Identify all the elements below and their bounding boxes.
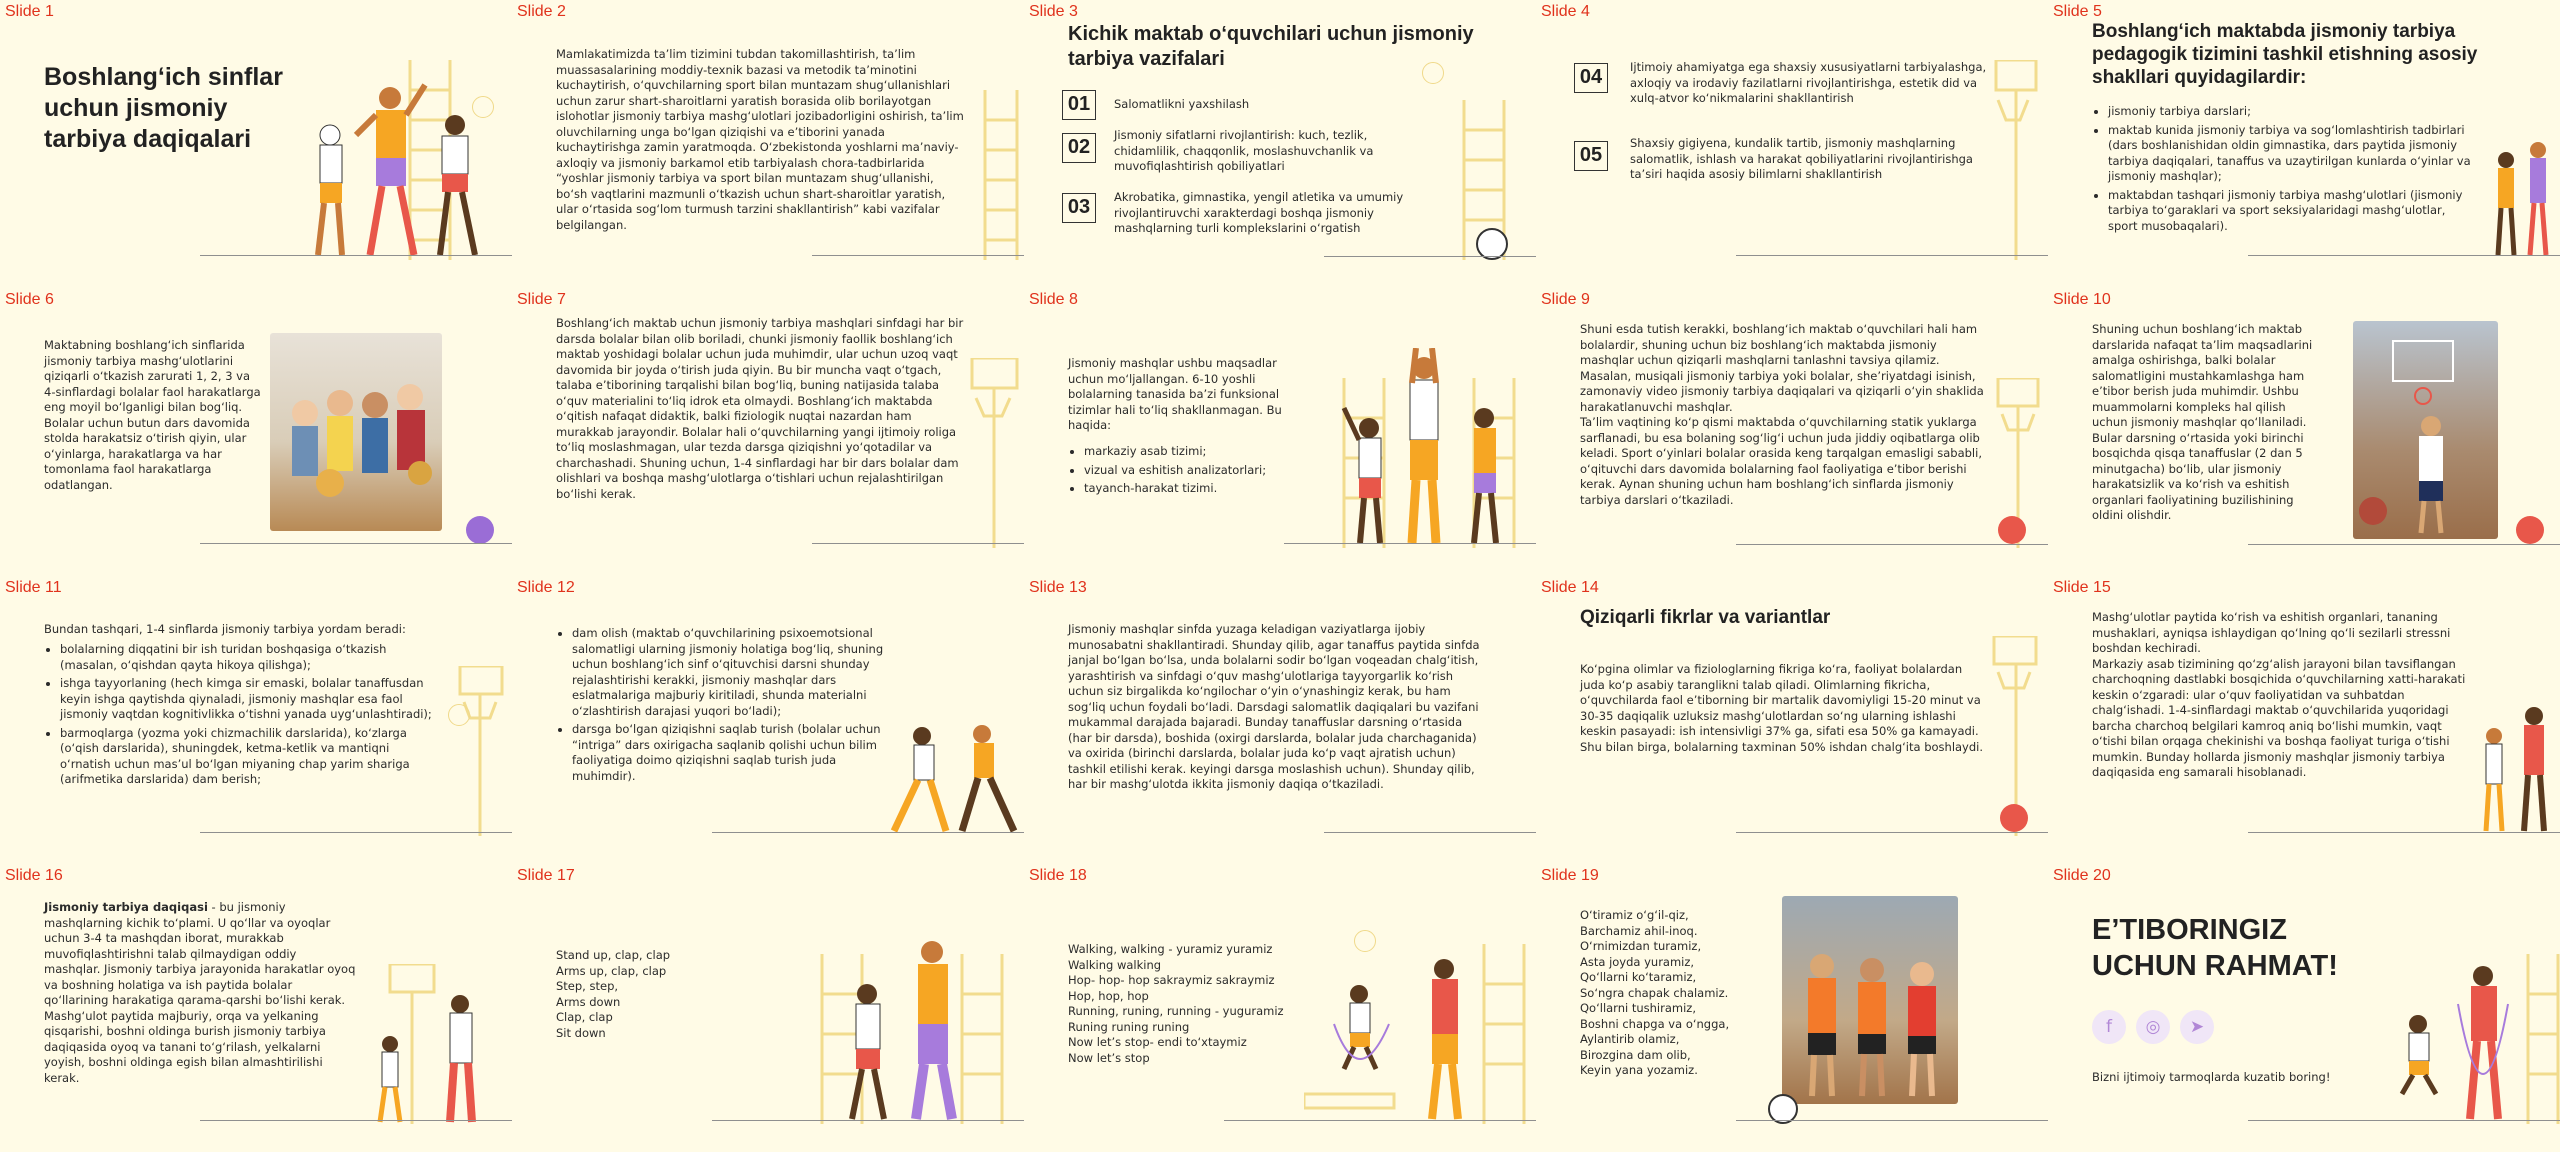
bullet-item: • markaziy asab tizimi; xyxy=(1084,444,1288,460)
item-text: Shaxsiy gigiyena, kundalik tartib, jismoniy mashqlarning salomatlik, ishlash va harakat qobiliyatlarini rivojlantirishga ta’siri haqida asosiy bilimlarni shakllantirish xyxy=(1630,136,1973,181)
lyric-line: Hop- hop- hop sakraymiz sakraymiz xyxy=(1068,973,1275,987)
ladder-icon xyxy=(977,90,1024,260)
slide-number: Slide 14 xyxy=(1541,579,1599,596)
slide-number: Slide 3 xyxy=(1029,3,1078,20)
basketball-hoop-icon xyxy=(1976,60,2046,260)
term-lead: Jismoniy tarbiya daqiqasi xyxy=(44,900,208,914)
slide-12[interactable] xyxy=(512,576,1024,864)
kids-jumping-illustration xyxy=(1304,944,1536,1124)
facebook-icon[interactable]: f xyxy=(2092,1010,2126,1044)
slide-intro: Bundan tashqari, 1-4 sinflarda jismoniy tarbiya yordam beradi: xyxy=(44,622,406,636)
bullet-item: • jismoniy tarbiya darslari; xyxy=(2108,104,2472,120)
lyric-line: Hop, hop, hop xyxy=(1068,988,1149,1003)
slide-body: Maktabning boshlang‘ich sinflarida jismoniy tarbiya mashg‘ulotlarini qiziqarli o‘tkazish zarurati 1, 2, 3 va 4-sinflardagi bolalar faol harakatlarga eng moyil bo‘lganligi bilan bog‘liq. Bolalar uchun butun dars davomida stolda harakatsiz o‘tirish qiyin, ular o‘yinlarga, harakatlarga va har tomonlama faol harakatlarga odatlangan. xyxy=(44,338,261,492)
item-number: 01 xyxy=(1062,90,1096,120)
floor-line xyxy=(1284,543,1536,544)
bullet-list xyxy=(44,642,434,791)
kids-illustration xyxy=(290,80,510,260)
item-text: Ijtimoiy ahamiyatga ega shaxsiy xususiyatlarni tarbiyalashga, axloqiy va irodaviy fazilatlarni rivojlantirishga, estetik did va xulq-atvor ko‘nikmalarini shakllantirish xyxy=(1630,60,1987,105)
floor-line xyxy=(712,832,1024,833)
slide-13[interactable] xyxy=(1024,576,1536,864)
slide-number: Slide 15 xyxy=(2053,579,2111,596)
floor-line xyxy=(812,543,1024,544)
floor-line xyxy=(1324,832,1536,833)
telegram-icon[interactable]: ➤ xyxy=(2180,1010,2214,1044)
slide-number: Slide 2 xyxy=(517,3,566,20)
gym-photo xyxy=(2353,321,2498,539)
slide-9[interactable] xyxy=(1536,288,2048,576)
clock-icon xyxy=(448,704,470,726)
poem-line: Boshni chapga va o‘ngga, xyxy=(1580,1016,1730,1031)
slide-body: Mamlakatimizda ta’lim tizimini tubdan takomillashtirish, ta’lim muassasalarining moddiy-texnik bazasi va metodik ta’minotini kuchaytirish, o‘quvchilarning sport bilan muntazam shug‘ullanishlari uchun zarur shart-sharoitlarni yaratish borasida olib borilayotgan islohotlar jismoniy tarbiya mashg‘ulotlari jozibadorligini oshirish, ta’lim oluvchilarning unga bo‘lgan qiziqishi va e’tiborini yanada kuchaytirishga zamin yaratmoqda. O‘zbekistonda yoshlarni ma’naviy-axloqiy va jismoniy barkamol etib tarbiyalash chora-tadbirlarida “yoshlar jismoniy tarbiya va sport bilan muntazam shug‘ullanishi, bo‘sh vaqtlarini mazmunli o‘tkazish uchun shart-sharoitlar yaratish, ular o‘rtasida sog‘lom turmush tarzini shakllantirish” kabi vazifalar belgilangan. xyxy=(556,47,964,232)
floor-line xyxy=(200,1120,512,1121)
slide-17[interactable] xyxy=(512,864,1024,1152)
item-number: 05 xyxy=(1574,141,1608,171)
slide-title: Qiziqarli fikrlar va variantlar xyxy=(1580,607,1831,628)
lyric-line: Step, step, xyxy=(556,979,619,993)
poem-line: O‘rnimizdan turamiz, xyxy=(1580,939,1702,953)
floor-line xyxy=(1324,256,1536,257)
floor-line xyxy=(1224,1120,1536,1121)
kids-illustration xyxy=(2378,954,2560,1124)
slide-title: Kichik maktab o‘quvchilari uchun jismoniy tarbiya vazifalari xyxy=(1068,23,1474,70)
slide-11[interactable] xyxy=(0,576,512,864)
poem-line: O‘tiramiz o‘g‘il-qiz, xyxy=(1580,908,1689,922)
lyric-line: Running, runing, running - yuguramiz xyxy=(1068,1004,1284,1018)
floor-line xyxy=(2248,1120,2560,1121)
item-text: Salomatlikni yaxshilash xyxy=(1114,97,1250,111)
lyric-line: Sit down xyxy=(556,1025,606,1040)
lyric-line: Runing runing runing xyxy=(1068,1019,1190,1034)
poem-line: So‘ngra chapak chalamiz. xyxy=(1580,985,1729,1000)
slide-number: Slide 20 xyxy=(2053,867,2111,884)
slide-number: Slide 4 xyxy=(1541,3,1590,20)
song-lyrics xyxy=(1068,942,1318,1066)
floor-line xyxy=(1736,832,2048,833)
slide-number: Slide 9 xyxy=(1541,291,1590,308)
lyric-line: Stand up, clap, clap xyxy=(556,948,671,962)
poem-line: Asta joyda yuramiz, xyxy=(1580,954,1695,969)
slide-number: Slide 10 xyxy=(2053,291,2111,308)
slide-number: Slide 13 xyxy=(1029,579,1087,596)
slide-title: Boshlang‘ich sinflar uchun jismoniy tarbiya daqiqalari xyxy=(44,63,283,153)
kids-stretching-illustration xyxy=(1324,348,1524,548)
floor-line xyxy=(200,543,512,544)
poem-lines xyxy=(1580,908,1780,1079)
kids-illustration xyxy=(360,964,512,1124)
kids-illustration xyxy=(2486,120,2560,260)
floor-line xyxy=(2248,255,2560,256)
bullet-item: • ishga tayyorlaning (hech kimga sir emaski, bolalar tanaffusdan keyin ishga qaytishda qiynaladi, jismoniy mashqlar esa faol jismoniy vaqtdan kognitivlikka o‘tishni yanada uyg‘unlashtiradi); xyxy=(60,676,434,723)
slide-7[interactable] xyxy=(512,288,1024,576)
slide-number: Slide 1 xyxy=(5,3,54,20)
slide-number: Slide 18 xyxy=(1029,867,1087,884)
slide-19[interactable] xyxy=(1536,864,2048,1152)
floor-line xyxy=(200,255,512,256)
slide-number: Slide 5 xyxy=(2053,3,2102,20)
lyric-line: Walking walking xyxy=(1068,957,1162,972)
slide-14[interactable] xyxy=(1536,576,2048,864)
bullet-item: • bolalarning diqqatini bir ish turidan boshqasiga o‘tkazish (masalan, o‘qishdan qayta hikoya qilishga); xyxy=(60,642,434,673)
poem-line: Birozgina dam olib, xyxy=(1580,1047,1691,1062)
floor-line xyxy=(2248,832,2560,833)
slide-body: Shuni esda tutish kerakki, boshlang‘ich maktab o‘quvchilari hali ham bolalardir, shuning uchun biz boshlang‘ich maktabda jismoniy mashqlar uchun qiziqarli mashqlarni tanlashni tavsiya qilamiz. Masalan, musiqali jismoniy tarbiya yoki bolalar, she’riyatdagi isinish, zamonaviy video jismoniy tarbiya daqiqalari va qiziqarli o‘yin shaklida harakatlanuvchi mashqlar. Ta’lim vaqtining ko‘p qismi maktabda o‘quvchilarning statik yuklarga sarflanadi, bu esa bolaning sog‘lig‘i uchun juda jiddiy oqibatlarga olib keladi. Sport o‘yinlari bolalar orasida keng tarqalgan emasligi sababli, o‘qituvchi dars davomida bolalarning faol faoliyatiga e’tibor berishi kerak. Aynan shuning uchun ham boshlang‘ich sinflarda jismoniy tarbiya darslari o‘tkaziladi. xyxy=(1580,322,1984,507)
bullet-item: • maktabdan tashqari jismoniy tarbiya mashg‘ulotlari (jismoniy tarbiya to‘garaklari va sport seksiyalaridagi mashg‘ulotlar, sport musobaqalari). xyxy=(2108,188,2472,235)
poem-line: Barchamiz ahil-inoq. xyxy=(1580,923,1698,938)
ball-icon xyxy=(1998,516,2026,544)
bullet-list xyxy=(2092,104,2472,237)
slide-body: Jismoniy mashqlar sinfda yuzaga keladigan vaziyatlarga ijobiy munosabatni shakllantiradi. Shunday qilib, agar tanaffus paytida sinfda janjal bo‘lgan bo‘lsa, unda bolalarni sodir bo‘lgan voqeadan chalg‘itish, yarashtirish va sinfdagi o‘quv mashg‘ulotlariga tayyorgarlik ko‘rish uchun siz birgalikda ko‘ngilochar o‘yin o‘ynashingiz kerak, bu ham sog‘liq uchun foydali bo‘ladi. Darsdagi salomatlik daqiqalari bu vazifani mukammal darajada bajaradi. Bunday tanaffuslar darsning o‘rtasida (har bir darsda), boshida (oxirgi darslarda, bolalar juda charchaganida) va oxirida (birinchi darslarda, bolalar juda ko‘p vaqt ajratish uchun) tashkil etilishi kerak. keyingi darsga moslashish uchun). Shunday qilib, har bir mashg‘ulotda ikkita jismoniy daqiqa o‘tkaziladi. xyxy=(1068,622,1480,791)
kids-illustration xyxy=(812,934,1002,1124)
floor-line xyxy=(200,832,512,833)
slide-number: Slide 11 xyxy=(5,579,62,596)
lyric-line: Walking, walking - yuramiz yuramiz xyxy=(1068,942,1273,956)
floor-line xyxy=(1736,544,2048,545)
slide-18[interactable] xyxy=(1024,864,1536,1152)
item-text: Jismoniy sifatlarni rivojlantirish: kuch, tezlik, chidamlilik, chaqqonlik, moslashuvchanlik va muvofiqlashtirish qobiliyatlari xyxy=(1114,128,1374,173)
slide-number: Slide 7 xyxy=(517,291,566,308)
lyric-line: Now let’s stop xyxy=(1068,1050,1150,1065)
basketball-hoop-icon xyxy=(962,358,1024,548)
slide-number: Slide 16 xyxy=(5,867,63,884)
floor-line xyxy=(1736,1120,2048,1121)
term-definition: - bu jismoniy mashqlarning kichik to‘plami. U qo‘llar va oyoqlar uchun 3-4 ta mashqdan iborat, murakkab muvofiqlashtirishni talab qilmaydigan oddiy mashqlar. Jismoniy tarbiya jarayonida harakatlar oyoq va boshning holatiga va ish paytida bolalar qo‘llarining harakatiga qarama-qarshi bo‘lishi kerak. Mashg‘ulot paytida majburiy, orqa va yelkaning qisqarishi, boshni oldinga burish jismoniy tarbiya daqiqasida oyoq va tanani to‘g‘rilash, yelkalarni yoyish, boshni oldinga egish bilan almashtirilishi kerak. xyxy=(44,900,356,1085)
children-team-photo xyxy=(1782,896,1958,1104)
bullet-item: • darsga bo‘lgan qiziqishni saqlab turish (bolalar uchun “intriga” dars oxirigacha saqlanib qolishi uchun bilim faoliyatiga doimo qiziqishni saqlab turish juda muhimdir). xyxy=(572,722,896,784)
slide-body: Ko‘pgina olimlar va fiziologlarning fikriga ko‘ra, faoliyat bolalardan juda ko‘p asabiy taranglikni talab qiladi. Olimlarning fikricha, o‘quvchilarda faol e’tiborning bir martalik davomiyligi 15-20 minut va 30-35 daqiqalik uzluksiz mashg‘ulotlardan so‘ng ularning ishlashi keskin pasayadi: ish intensivligi 37% ga, sifati esa 50% ga kamayadi. Shu bilan birga, bolalarning taxminan 50% ishdan chalg‘ita boshlaydi. xyxy=(1580,662,1984,754)
kids-exercising-illustration xyxy=(882,706,1024,836)
slide-number: Slide 8 xyxy=(1029,291,1078,308)
slide-5[interactable] xyxy=(2048,0,2560,288)
slide-body: Mashg‘ulotlar paytida ko‘rish va eshitish organlari, tananing mushaklari, ayniqsa ishlaydigan qo‘lning qo‘li sezilarli stressni boshdan kechiradi. Markaziy asab tizimining qo‘zg‘alish jarayoni bilan tavsiflangan charchoqning dastlabki bosqichida o‘quvchilarning xatti-harakati keskin o‘zgaradi: ular o‘quv faoliyatidan va suhbatdan chalg‘ishadi. 1-4-sinflardagi maktab o‘quvchilarida yuqoridagi barcha charchoq belgilari kamroq aniq bo‘lishi mumkin, vaqt o‘tishi bilan orqaga chekinishi va boshqa faoliyat turiga o‘tishi mumkin. Bunday hollarda jismoniy mashqlar jismoniy tarbiya daqiqasida eng samarali hisoblanadi. xyxy=(2092,610,2466,779)
slide-body: Boshlang‘ich maktab uchun jismoniy tarbiya mashqlari sinfdagi har bir darsda bolalar bilan olib boriladi, chunki jismoniy faollik boshlang‘ich maktab yoshidagi bolalar uchun juda muhimdir, ular uchun uzoq vaqt davomida bir joyda o‘tirish juda qiyin. Bu bir muncha vaqt o‘tgach, talaba e’tiborining tarqalishi bilan bog‘liq, buning natijasida talaba o‘quv materialini to‘liq idrok eta olmaydi. Boshlang‘ich maktabda o‘qitish nafaqat didaktik, balki fiziologik nuqtai nazardan ham murakkab jarayondir. Bolalar hali o‘quvchilarning yangi ijtimoiy roliga to‘liq moslashmagan, ular tezda darsga qiziqishni yo‘qotadilar va charchashadi. Shuning uchun, 1-4 sinflardagi har bir dars bolalar dam olishlari va boshqa mashg‘ulotlarga o‘tishlari uchun rejalashtirilgan bo‘lishi kerak. xyxy=(556,316,964,501)
song-lyrics xyxy=(556,948,756,1041)
item-number: 03 xyxy=(1062,193,1096,223)
slide-3[interactable] xyxy=(1024,0,1536,288)
basketball-hoop-icon xyxy=(440,666,512,836)
slide-8[interactable] xyxy=(1024,288,1536,576)
closing-title: E’TIBORINGIZ UCHUN RAHMAT! xyxy=(2092,914,2338,982)
slide-number: Slide 17 xyxy=(517,867,575,884)
poem-line: Qo‘llarni ko‘taramiz, xyxy=(1580,970,1697,984)
lyric-line: Now let’s stop- endi to‘xtaymiz xyxy=(1068,1035,1247,1049)
ball-icon xyxy=(2516,516,2544,544)
slide-4[interactable] xyxy=(1536,0,2048,288)
bullet-item: • vizual va eshitish analizatorlari; xyxy=(1084,463,1288,479)
instagram-icon[interactable]: ◎ xyxy=(2136,1010,2170,1044)
lyric-line: Clap, clap xyxy=(556,1010,613,1024)
clock-icon xyxy=(1422,62,1444,84)
slide-number: Slide 6 xyxy=(5,291,54,308)
floor-line xyxy=(712,1120,1024,1121)
item-number: 04 xyxy=(1574,63,1608,93)
slide-body: Shuning uchun boshlang‘ich maktab darslarida nafaqat ta’lim maqsadlarini amalga oshirishga, balki bolalar salomatligini mustahkamlashga ham e’tibor berish juda muhimdir. Ushbu muammolarni kompleks hal qilish uchun jismoniy mashqlar qo‘llaniladi. Bular darsning o‘rtasida yoki birinchi bosqichda qisqa tanaffuslar (2 dan 5 minutgacha) bo‘lib, ular jismoniy harakatsizlik va ko‘rish va eshitish organlari faoliyatining buzilishining oldini olishdir. xyxy=(2092,322,2313,522)
children-photo xyxy=(270,333,442,531)
lyric-line: Arms down xyxy=(556,994,621,1009)
slide-15[interactable] xyxy=(2048,576,2560,864)
slide-2[interactable] xyxy=(512,0,1024,288)
bullet-item: • maktab kunida jismoniy tarbiya va sog‘lomlashtirish tadbirlari (dars boshlanishidan oldin gimnastika, dars paytida jismoniy tarbiya daqiqalari, tanaffus va uzaytirilgan kunlarda o‘yinlar va jismoniy mashqlar); xyxy=(2108,123,2472,185)
bullet-list xyxy=(1068,444,1288,500)
slide-intro: Jismoniy mashqlar ushbu maqsadlar uchun mo‘ljallangan. 6-10 yoshli bolalarning tanasida ba’zi funksional tizimlar hali to‘liq shakllanmagan. Bu haqida: xyxy=(1068,356,1282,432)
poem-line: Qo‘llarni tushiramiz, xyxy=(1580,1001,1696,1015)
poem-line: Keyin yana yozamiz. xyxy=(1580,1063,1698,1077)
bullet-item: • barmoqlarga (yozma yoki chizmachilik darslarida), ko‘zlarga (o‘qish darslarida), shuningdek, ketma-ketlik va mantiqni o‘rnatish uchun mas’ul bo‘lgan miyaning chap yarim shariga (arifmetika darslarida) dam berish; xyxy=(60,726,434,788)
slide-number: Slide 19 xyxy=(1541,867,1599,884)
slide-6[interactable] xyxy=(0,288,512,576)
bullet-item: • dam olish (maktab o‘quvchilarining psixoemotsional salomatligi ularning jismoniy holatiga bog‘liq, shuning uchun boshlang‘ich sinf o‘qituvchisi darsni shunday rejalashtirishi kerakki, jismoniy mashqlar dars eslatmalariga majburiy kiritiladi, shunda materialni o‘zlashtirish darajasi yuqori bo‘ladi); xyxy=(572,626,896,719)
social-footer: Bizni ijtimoiy tarmoqlarda kuzatib boring! xyxy=(2092,1070,2331,1084)
bullet-list xyxy=(556,626,896,787)
floor-line xyxy=(812,255,1024,256)
slide-number: Slide 12 xyxy=(517,579,575,596)
slide-20[interactable] xyxy=(2048,864,2560,1152)
slide-10[interactable] xyxy=(2048,288,2560,576)
floor-line xyxy=(1736,255,2048,256)
floor-line xyxy=(2248,544,2560,545)
lyric-line: Arms up, clap, clap xyxy=(556,963,667,978)
bullet-item: • tayanch-harakat tizimi. xyxy=(1084,481,1288,497)
slide-1[interactable] xyxy=(0,0,512,288)
ball-icon xyxy=(2000,804,2028,832)
item-text: Akrobatika, gimnastika, yengil atletika va umumiy rivojlantiruvchi xarakterdagi boshqa jismoniy mashqlarning turli komplekslarini o‘rgatish xyxy=(1114,190,1404,235)
item-number: 02 xyxy=(1062,133,1096,163)
slide-title: Boshlang‘ich maktabda jismoniy tarbiya pedagogik tizimini tashkil etishning asosiy shakllari quyidagilardir: xyxy=(2092,21,2478,88)
kids-illustration xyxy=(2474,676,2560,836)
slide-16[interactable] xyxy=(0,864,512,1152)
poem-line: Aylantirib olamiz, xyxy=(1580,1032,1680,1046)
slide-body xyxy=(44,900,356,1086)
ball-icon xyxy=(466,516,494,544)
